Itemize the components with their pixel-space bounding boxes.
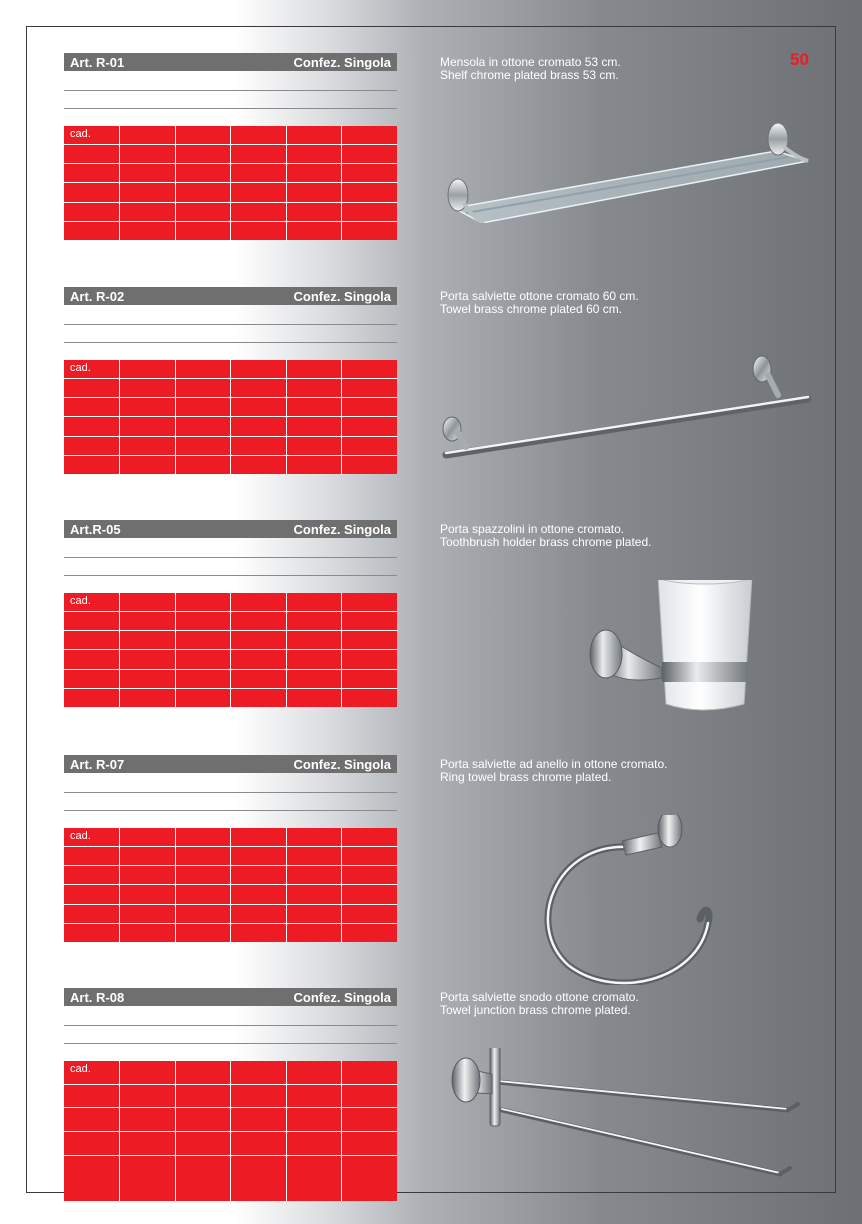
grid-cell bbox=[120, 670, 175, 688]
product-section bbox=[64, 53, 834, 289]
grid-cell bbox=[120, 1108, 175, 1131]
grid-cell bbox=[64, 417, 119, 435]
article-header bbox=[64, 988, 397, 1006]
product-description bbox=[440, 523, 820, 549]
grid-cell bbox=[120, 593, 175, 611]
grid-cell bbox=[176, 631, 231, 649]
price-value: € 28,00 bbox=[70, 381, 104, 393]
grid-cell bbox=[342, 417, 397, 435]
grid-cell bbox=[231, 1085, 286, 1108]
grid-cell bbox=[176, 905, 231, 923]
grid-cell bbox=[176, 145, 231, 163]
grid-cell bbox=[287, 437, 342, 455]
product-section bbox=[64, 755, 834, 991]
grid-cell bbox=[120, 689, 175, 707]
grid-cell bbox=[64, 183, 119, 201]
grid-cell bbox=[231, 631, 286, 649]
grid-cell bbox=[120, 650, 175, 668]
grid-cell bbox=[120, 905, 175, 923]
glass-shelf-icon bbox=[436, 113, 816, 223]
grid-cell bbox=[231, 612, 286, 630]
grid-cell bbox=[231, 847, 286, 865]
grid-cell bbox=[342, 847, 397, 865]
grid-cell bbox=[176, 670, 231, 688]
rule bbox=[64, 810, 397, 811]
grid-cell bbox=[176, 1132, 231, 1155]
description-english: Toothbrush holder brass chrome plated. bbox=[440, 535, 652, 549]
grid-cell bbox=[287, 866, 342, 884]
tumbler-holder-icon bbox=[436, 580, 816, 730]
grid-cell bbox=[231, 1061, 286, 1084]
grid-cell bbox=[287, 847, 342, 865]
grid-cell bbox=[120, 456, 175, 474]
article-header bbox=[64, 53, 397, 71]
grid-cell bbox=[64, 126, 119, 144]
grid-cell bbox=[64, 924, 119, 942]
grid-cell bbox=[231, 828, 286, 846]
grid-cell bbox=[287, 612, 342, 630]
grid-cell bbox=[342, 670, 397, 688]
grid-cell bbox=[287, 924, 342, 942]
grid-cell bbox=[342, 1132, 397, 1155]
grid-cell bbox=[231, 417, 286, 435]
grid-cell bbox=[342, 612, 397, 630]
grid-cell bbox=[64, 1132, 119, 1155]
price-grid bbox=[64, 1061, 397, 1201]
grid-cell bbox=[231, 203, 286, 221]
description-italian: Porta salviette snodo ottone cromato. bbox=[440, 990, 639, 1004]
grid-cell bbox=[231, 398, 286, 416]
unit-label: cad. bbox=[70, 595, 91, 607]
article-code: Art. R-08 bbox=[70, 990, 125, 1005]
grid-cell bbox=[176, 398, 231, 416]
grid-cell bbox=[287, 203, 342, 221]
grid-cell bbox=[231, 222, 286, 240]
grid-cell bbox=[342, 1061, 397, 1084]
grid-cell bbox=[231, 866, 286, 884]
price-grid bbox=[64, 593, 397, 707]
towel-bar-icon bbox=[436, 347, 816, 467]
grid-cell bbox=[342, 203, 397, 221]
grid-cell bbox=[176, 1108, 231, 1131]
grid-cell bbox=[176, 164, 231, 182]
page-number: 50 bbox=[790, 50, 809, 69]
grid-cell bbox=[342, 183, 397, 201]
rule bbox=[64, 324, 397, 325]
grid-cell bbox=[176, 612, 231, 630]
grid-cell bbox=[64, 398, 119, 416]
grid-cell bbox=[120, 847, 175, 865]
grid-cell bbox=[287, 398, 342, 416]
grid-cell bbox=[342, 631, 397, 649]
grid-cell bbox=[176, 593, 231, 611]
grid-cell bbox=[287, 593, 342, 611]
grid-cell bbox=[287, 905, 342, 923]
grid-cell bbox=[231, 905, 286, 923]
grid-cell bbox=[120, 1085, 175, 1108]
price-grid bbox=[64, 828, 397, 942]
grid-cell bbox=[120, 1156, 175, 1201]
grid-cell bbox=[120, 885, 175, 903]
grid-cell bbox=[120, 203, 175, 221]
grid-cell bbox=[342, 689, 397, 707]
product-description bbox=[440, 991, 820, 1017]
grid-cell bbox=[176, 203, 231, 221]
package-type: Confez. Singola bbox=[293, 55, 391, 70]
grid-cell bbox=[342, 222, 397, 240]
grid-cell bbox=[176, 360, 231, 378]
rule bbox=[64, 792, 397, 793]
grid-cell bbox=[120, 612, 175, 630]
grid-cell bbox=[231, 670, 286, 688]
unit-label: cad. bbox=[70, 128, 91, 140]
price-grid bbox=[64, 126, 397, 240]
grid-cell bbox=[120, 437, 175, 455]
description-italian: Mensola in ottone cromato 53 cm. bbox=[440, 55, 621, 69]
product-section bbox=[64, 988, 834, 1224]
grid-cell bbox=[342, 437, 397, 455]
grid-cell bbox=[342, 145, 397, 163]
grid-cell bbox=[342, 866, 397, 884]
grid-cell bbox=[120, 417, 175, 435]
grid-cell bbox=[342, 456, 397, 474]
rule bbox=[64, 342, 397, 343]
grid-cell bbox=[64, 905, 119, 923]
grid-cell bbox=[64, 612, 119, 630]
grid-cell bbox=[231, 164, 286, 182]
rule bbox=[64, 1025, 397, 1026]
grid-cell bbox=[287, 379, 342, 397]
grid-cell bbox=[287, 456, 342, 474]
grid-cell bbox=[231, 1132, 286, 1155]
grid-cell bbox=[231, 437, 286, 455]
article-header bbox=[64, 755, 397, 773]
package-type: Confez. Singola bbox=[293, 990, 391, 1005]
grid-cell bbox=[176, 866, 231, 884]
grid-cell bbox=[64, 593, 119, 611]
grid-cell bbox=[342, 593, 397, 611]
grid-cell bbox=[231, 593, 286, 611]
grid-cell bbox=[120, 1061, 175, 1084]
article-code: Art.R-05 bbox=[70, 522, 121, 537]
description-italian: Porta spazzolini in ottone cromato. bbox=[440, 522, 625, 536]
grid-cell bbox=[64, 379, 119, 397]
grid-cell bbox=[176, 924, 231, 942]
grid-cell bbox=[120, 379, 175, 397]
package-type: Confez. Singola bbox=[293, 757, 391, 772]
grid-cell bbox=[176, 689, 231, 707]
grid-cell bbox=[342, 126, 397, 144]
grid-cell bbox=[287, 1061, 342, 1084]
rule bbox=[64, 90, 397, 91]
grid-cell bbox=[120, 924, 175, 942]
unit-label: cad. bbox=[70, 362, 91, 374]
article-header bbox=[64, 520, 397, 538]
swivel-towel-rail-icon bbox=[436, 1048, 816, 1188]
description-english: Towel junction brass chrome plated. bbox=[440, 1003, 631, 1017]
unit-label: cad. bbox=[70, 830, 91, 842]
product-section bbox=[64, 520, 834, 756]
grid-cell bbox=[120, 828, 175, 846]
grid-cell bbox=[342, 1108, 397, 1131]
grid-cell bbox=[176, 126, 231, 144]
grid-cell bbox=[342, 924, 397, 942]
grid-cell bbox=[342, 1156, 397, 1201]
rule bbox=[64, 108, 397, 109]
grid-cell bbox=[176, 379, 231, 397]
grid-cell bbox=[287, 650, 342, 668]
price-value: € 32,00 bbox=[70, 1086, 104, 1098]
grid-cell bbox=[64, 670, 119, 688]
grid-cell bbox=[231, 924, 286, 942]
grid-cell bbox=[287, 1132, 342, 1155]
price-value: € 18,00 bbox=[70, 614, 104, 626]
grid-cell bbox=[287, 164, 342, 182]
grid-cell bbox=[287, 1108, 342, 1131]
grid-cell bbox=[64, 689, 119, 707]
grid-cell bbox=[64, 847, 119, 865]
grid-cell bbox=[231, 183, 286, 201]
grid-cell bbox=[176, 885, 231, 903]
article-header bbox=[64, 287, 397, 305]
product-description bbox=[440, 290, 820, 316]
grid-cell bbox=[287, 1085, 342, 1108]
description-english: Ring towel brass chrome plated. bbox=[440, 770, 612, 784]
grid-cell bbox=[287, 1156, 342, 1201]
description-english: Shelf chrome plated brass 53 cm. bbox=[440, 68, 619, 82]
grid-cell bbox=[120, 360, 175, 378]
grid-cell bbox=[287, 126, 342, 144]
grid-cell bbox=[231, 689, 286, 707]
grid-cell bbox=[120, 126, 175, 144]
article-code: Art. R-02 bbox=[70, 289, 125, 304]
grid-cell bbox=[64, 1156, 119, 1201]
grid-cell bbox=[231, 885, 286, 903]
grid-cell bbox=[231, 360, 286, 378]
grid-cell bbox=[64, 203, 119, 221]
grid-cell bbox=[342, 1085, 397, 1108]
grid-cell bbox=[287, 631, 342, 649]
rule bbox=[64, 557, 397, 558]
grid-cell bbox=[287, 417, 342, 435]
grid-cell bbox=[64, 437, 119, 455]
grid-cell bbox=[342, 650, 397, 668]
grid-cell bbox=[64, 360, 119, 378]
grid-cell bbox=[342, 398, 397, 416]
grid-cell bbox=[64, 145, 119, 163]
grid-cell bbox=[342, 905, 397, 923]
grid-cell bbox=[120, 183, 175, 201]
grid-cell bbox=[287, 670, 342, 688]
grid-cell bbox=[64, 631, 119, 649]
grid-cell bbox=[64, 164, 119, 182]
product-section bbox=[64, 287, 834, 523]
grid-cell bbox=[231, 145, 286, 163]
grid-cell bbox=[64, 885, 119, 903]
grid-cell bbox=[120, 145, 175, 163]
grid-cell bbox=[287, 183, 342, 201]
price-value: € 35,00 bbox=[70, 147, 104, 159]
grid-cell bbox=[342, 360, 397, 378]
article-code: Art. R-07 bbox=[70, 757, 125, 772]
grid-cell bbox=[231, 379, 286, 397]
grid-cell bbox=[287, 222, 342, 240]
grid-cell bbox=[120, 1132, 175, 1155]
rule bbox=[64, 1043, 397, 1044]
grid-cell bbox=[64, 650, 119, 668]
grid-cell bbox=[231, 1156, 286, 1201]
grid-cell bbox=[231, 126, 286, 144]
grid-cell bbox=[176, 828, 231, 846]
description-english: Towel brass chrome plated 60 cm. bbox=[440, 302, 623, 316]
grid-cell bbox=[231, 456, 286, 474]
grid-cell bbox=[342, 885, 397, 903]
grid-cell bbox=[176, 650, 231, 668]
grid-cell bbox=[287, 689, 342, 707]
grid-cell bbox=[120, 631, 175, 649]
grid-cell bbox=[64, 222, 119, 240]
package-type: Confez. Singola bbox=[293, 289, 391, 304]
price-value: € 17,00 bbox=[70, 849, 104, 861]
grid-cell bbox=[176, 183, 231, 201]
grid-cell bbox=[64, 1108, 119, 1131]
package-type: Confez. Singola bbox=[293, 522, 391, 537]
unit-label: cad. bbox=[70, 1063, 91, 1075]
grid-cell bbox=[342, 828, 397, 846]
grid-cell bbox=[176, 1061, 231, 1084]
grid-cell bbox=[120, 398, 175, 416]
grid-cell bbox=[176, 456, 231, 474]
grid-cell bbox=[287, 360, 342, 378]
article-code: Art. R-01 bbox=[70, 55, 125, 70]
grid-cell bbox=[64, 1061, 119, 1084]
grid-cell bbox=[64, 1085, 119, 1108]
product-description bbox=[440, 56, 820, 82]
grid-cell bbox=[64, 456, 119, 474]
grid-cell bbox=[342, 164, 397, 182]
grid-cell bbox=[287, 828, 342, 846]
description-italian: Porta salviette ad anello in ottone cromato. bbox=[440, 757, 668, 771]
grid-cell bbox=[287, 885, 342, 903]
grid-cell bbox=[176, 1085, 231, 1108]
grid-cell bbox=[120, 222, 175, 240]
grid-cell bbox=[176, 437, 231, 455]
grid-cell bbox=[176, 1156, 231, 1201]
grid-cell bbox=[231, 1108, 286, 1131]
price-grid bbox=[64, 360, 397, 474]
grid-cell bbox=[231, 650, 286, 668]
grid-cell bbox=[120, 164, 175, 182]
grid-cell bbox=[287, 145, 342, 163]
grid-cell bbox=[120, 866, 175, 884]
grid-cell bbox=[64, 828, 119, 846]
towel-ring-icon bbox=[436, 815, 816, 985]
rule bbox=[64, 575, 397, 576]
grid-cell bbox=[176, 222, 231, 240]
product-description bbox=[440, 758, 820, 784]
grid-cell bbox=[176, 417, 231, 435]
grid-cell bbox=[64, 866, 119, 884]
description-italian: Porta salviette ottone cromato 60 cm. bbox=[440, 289, 639, 303]
grid-cell bbox=[176, 847, 231, 865]
grid-cell bbox=[342, 379, 397, 397]
